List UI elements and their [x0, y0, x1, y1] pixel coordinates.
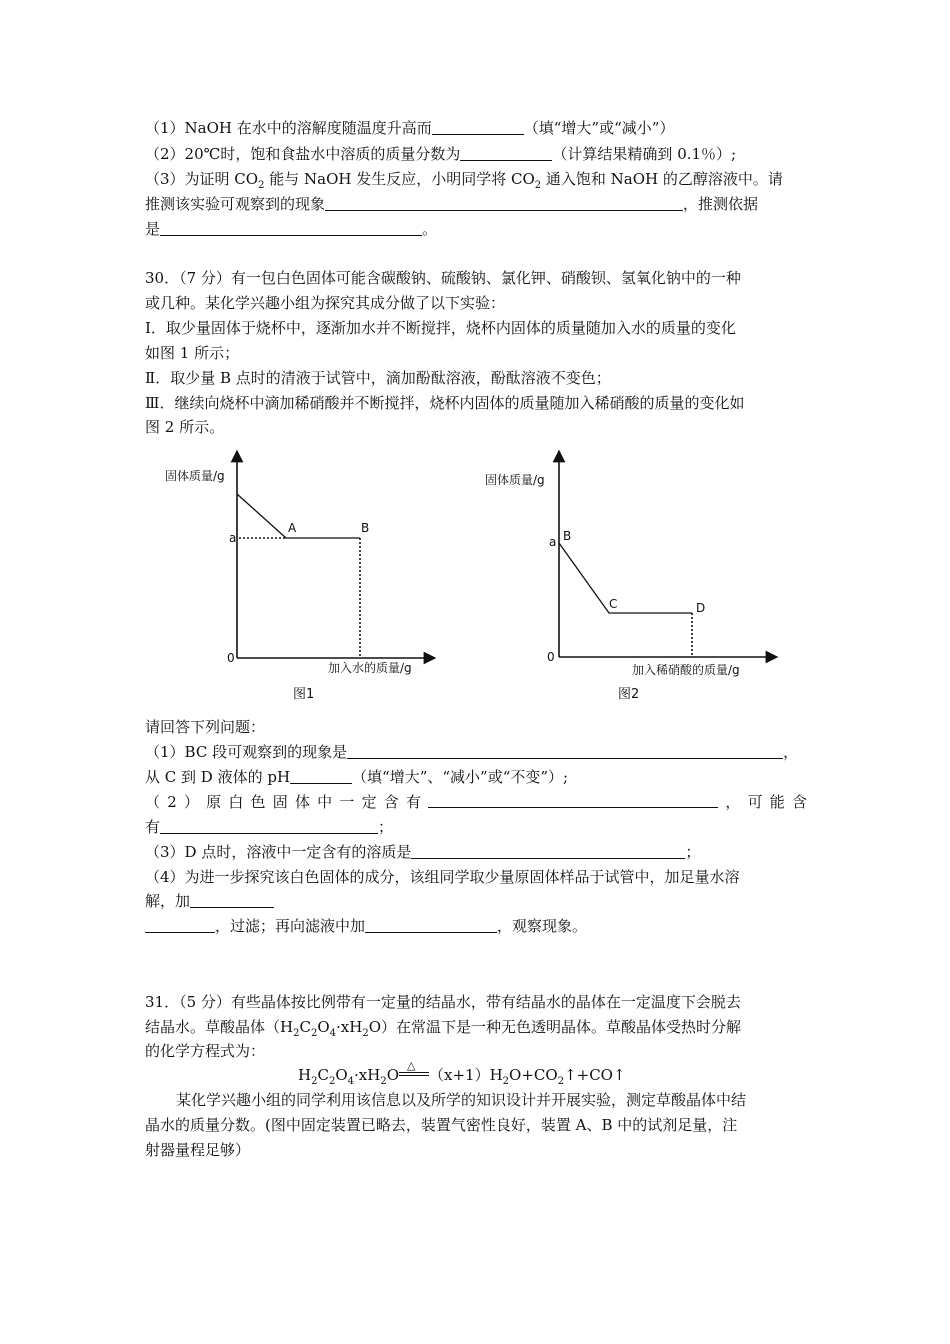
fig1-point-a: A [288, 521, 297, 535]
q31-line2: 结晶水。草酸晶体$(H_2C_2O_4\cdot xH_2O)$在常温下是一种无色透明晶体。草酸晶体受热时分解 [145, 1018, 742, 1039]
q31-line1: 31．（5 分）有些晶体按比例带有一定量的结晶水，带有结晶水的晶体在一定温度下会脱去 [145, 993, 741, 1011]
answer-blank[interactable] [325, 195, 683, 211]
answer-blank[interactable] [160, 818, 378, 834]
answer-blank[interactable] [190, 892, 274, 908]
fig1-x-label: 加入水的质量/g [328, 661, 412, 675]
answer-blank[interactable] [432, 119, 524, 135]
fig1-y-label: 固体质量/g [165, 469, 225, 483]
fig2-a-tick-label: a [549, 535, 557, 549]
q30-answer4-line3: ，过滤；再向滤液中加 ，观察现象。 [145, 916, 587, 936]
fig2-point-c: C [609, 597, 618, 611]
q30-answer2-line2: 有 ； [145, 818, 394, 836]
q30-answer4-line2: 解，加 [145, 891, 274, 911]
fig2-point-d: D [696, 601, 706, 615]
fig2-y-label: 固体质量/g [485, 473, 545, 487]
fig2-point-b: B [563, 529, 572, 543]
answer-blank[interactable] [428, 792, 718, 808]
q30-answer1-line1: （1）BC 段可观察到的现象是 ， [145, 743, 799, 761]
q29-item1: （1）NaOH 在水中的溶解度随温度升高而 （填“增大”或“减小”） [145, 119, 675, 137]
figure-1 [150, 448, 440, 708]
fig1-origin: 0 [227, 651, 235, 665]
answer-blank[interactable] [160, 220, 422, 236]
fig2-x-label: 加入稀硝酸的质量/g [632, 663, 740, 677]
decomposition-equation: $H_2C_2O_4\cdot xH_2O$ △ $(x+1)H_2O+CO_2↑+CO↑$ [298, 1059, 626, 1087]
fig1-caption: 图1 [293, 687, 315, 702]
q30-intro-line1: 30．（7 分）有一包白色固体可能含碳酸钠、硫酸钠、氯化钾、硝酸钡、氢氧化钠中的一种 [145, 269, 741, 287]
q30-step1-line2: 如图 1 所示； [145, 344, 240, 362]
q30-intro-line2: 或几种。某化学兴趣小组为探究其成分做了以下实验： [145, 294, 506, 312]
q31-line4: 某化学兴趣小组的同学利用该信息以及所学的知识设计并开展实验，测定草酸晶体中结 [176, 1091, 747, 1109]
heating-condition-sign: △ [399, 1066, 429, 1082]
q30-step1-line1: Ⅰ．取少量固体于烧杯中，逐渐加水并不断搅拌，烧杯内固体的质量随加入水的质量的变化 [145, 319, 736, 337]
answer-blank[interactable] [460, 145, 552, 161]
q30-step2: Ⅱ．取少量 B 点时的清液于试管中，滴加酚酞溶液，酚酞溶液不变色； [145, 369, 611, 387]
answer-blank[interactable] [411, 843, 685, 859]
q30-step3-line2: 图 2 所示。 [145, 418, 225, 436]
q30-answer3: （3）D 点时，溶液中一定含有的溶质是 ； [145, 843, 701, 861]
fig2-origin: 0 [547, 650, 555, 664]
q30-answer-intro: 请回答下列问题： [145, 718, 266, 736]
q31-line5: 晶水的质量分数。(图中固定装置已略去，装置气密性良好，装置 A、B 中的试剂足量，注 [145, 1116, 738, 1134]
q29-item2: （2）20℃时，饱和食盐水中溶质的质量分数为 （计算结果精确到 0.1％）; [145, 145, 737, 163]
q30-answer4-line1: （4）为进一步探究该白色固体的成分，该组同学取少量原固体样品于试管中，加足量水溶 [145, 868, 740, 886]
fig2-curve [559, 543, 692, 613]
answer-blank[interactable] [347, 743, 783, 759]
answer-blank[interactable] [365, 917, 497, 933]
answer-blank[interactable] [290, 768, 352, 784]
fig1-a-tick-label: a [229, 531, 237, 545]
q30-step3-line1: Ⅲ．继续向烧杯中滴加稀硝酸并不断搅拌，烧杯内固体的质量随加入稀硝酸的质量的变化如 [145, 394, 745, 412]
q31-line3: 的化学方程式为： [145, 1042, 266, 1060]
fig1-curve [237, 494, 360, 538]
q29-item3-line3: 是 。 [145, 220, 438, 238]
fig2-caption: 图2 [618, 687, 640, 702]
fig1-point-b: B [361, 521, 370, 535]
q29-item3-line2: 推测该实验可观察到的现象 ，推测依据 [145, 195, 759, 213]
q31-line6: 射器量程足够） [145, 1141, 251, 1159]
q29-item3: （3）为证明 $CO_2$ 能与 NaOH 发生反应，小明同学将 $CO_2$ 通入饱和 NaOH 的乙醇溶液中。请 [145, 170, 783, 191]
q30-answer1-line2: 从 C 到 D 液体的 pH （填“增大”、“减小”或“不变”）; [145, 768, 569, 786]
answer-blank[interactable] [145, 917, 215, 933]
q30-answer2-line1: （ 2 ） 原 白 色 固 体 中 一 定 含 有 ， 可 能 含 [145, 793, 807, 811]
figure-2 [480, 448, 780, 708]
